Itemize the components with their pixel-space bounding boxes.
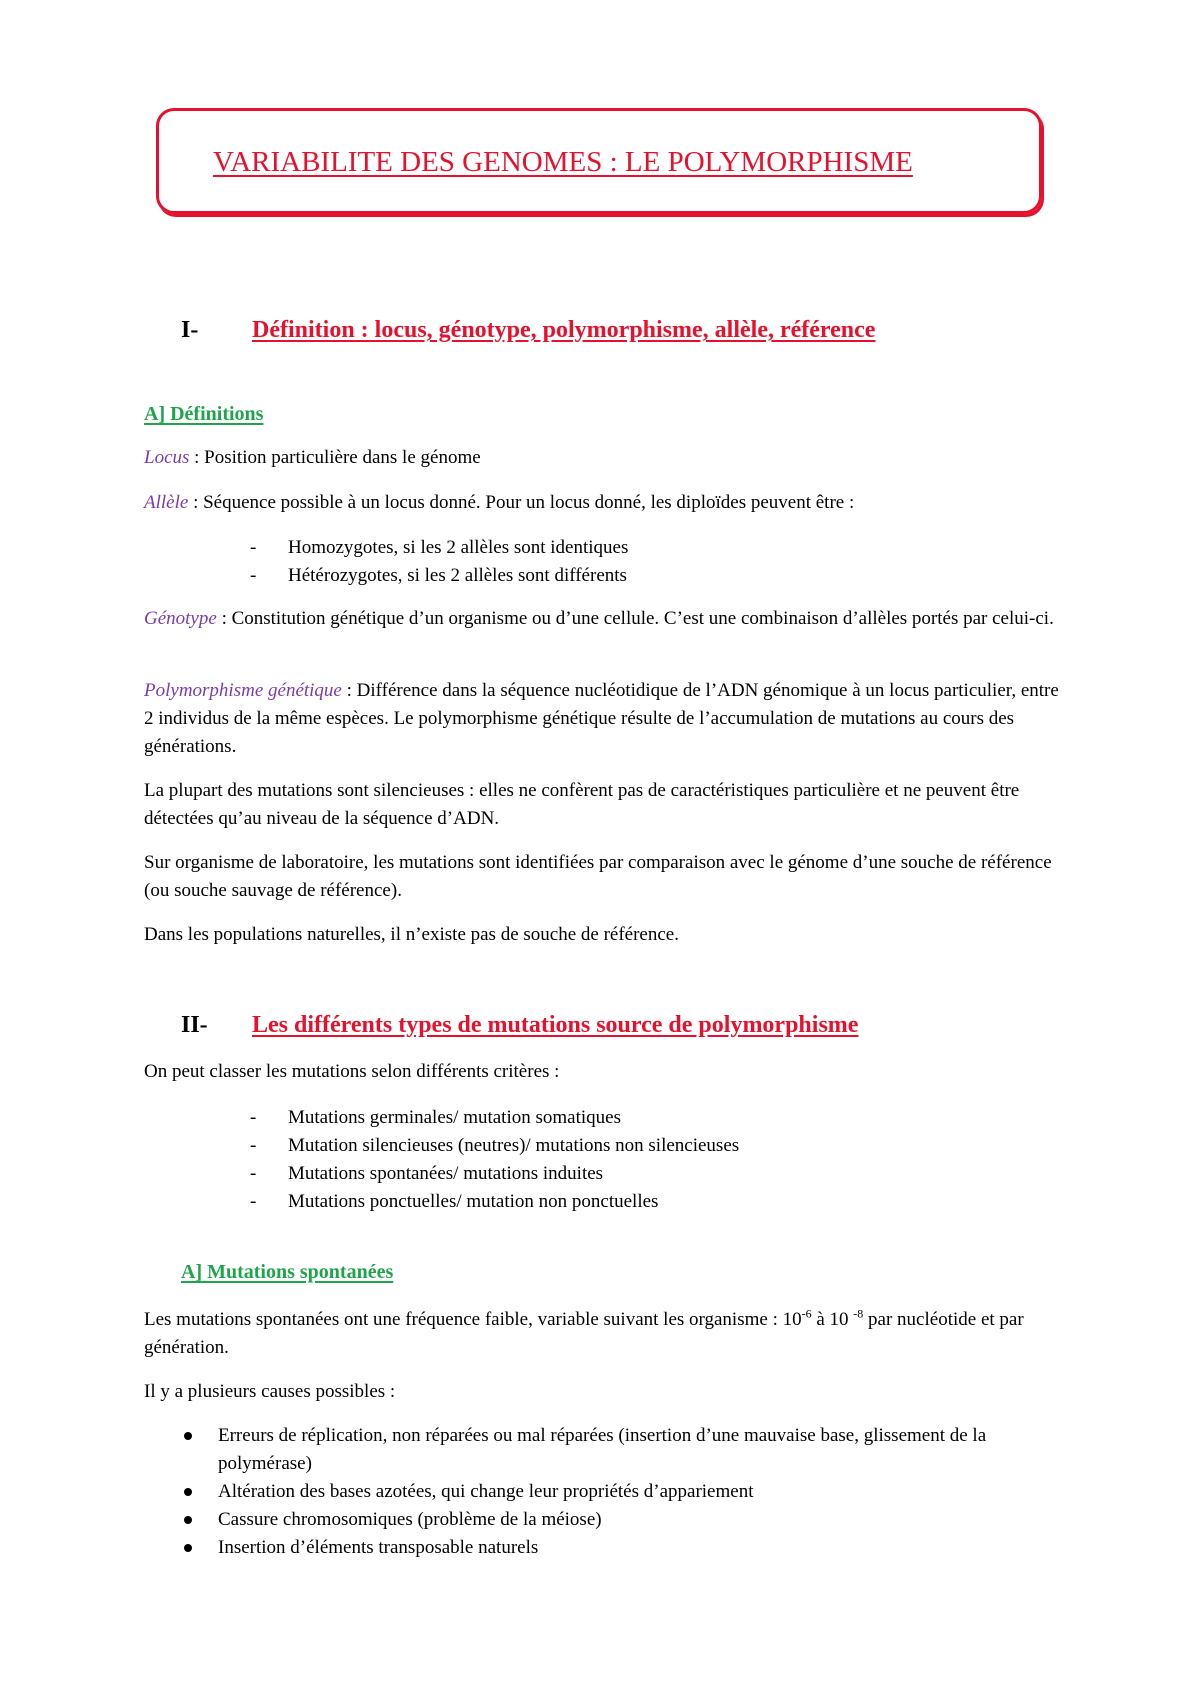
list-item: Altération des bases azotées, qui change leur propriétés d’appariement bbox=[184, 1478, 1004, 1506]
definition-genotype bbox=[144, 605, 1064, 633]
section-1-number: I- bbox=[181, 317, 199, 343]
term-locus: Locus bbox=[144, 447, 190, 468]
allele-types-list bbox=[250, 534, 628, 590]
definition-allele bbox=[144, 489, 1064, 517]
subsection-spontaneous: A] Mutations spontanées bbox=[181, 1261, 394, 1283]
paragraph-frequency: Les mutations spontanées ont une fréquence faible, variable suivant les organisme : $10^{-6}$ à 10 $^{-8}$ par nucléotide et par génération. bbox=[144, 1306, 1024, 1358]
definition-genotype-text: : Constitution génétique d’un organisme ou d’une cellule. C’est une combinaison d’allèles portés par celui-ci. bbox=[216, 608, 1054, 629]
list-item: - Hétérozygotes, si les 2 allèles sont différents bbox=[250, 565, 627, 586]
paragraph-silent-mutations: La plupart des mutations sont silencieuses : elles ne confèrent pas de caractéristiques particulière et ne peuvent être détectées qu’au niveau de la séquence d’ADN. bbox=[144, 780, 1020, 829]
list-item: - Mutations germinales/ mutation somatiques bbox=[250, 1107, 621, 1128]
definition-polymorphisme-text: : Différence dans la séquence nucléotidique de l’ADN génomique à un locus particulier, entre 2 individus de la même espèces. Le polymorphisme génétique résulte de l’accumulation de mutations au cours des générations. bbox=[144, 680, 1059, 757]
term-polymorphisme: Polymorphisme génétique bbox=[144, 680, 342, 701]
paragraph-lab-reference: Sur organisme de laboratoire, les mutations sont identifiées par comparaison avec le génome d’une souche de référence (ou souche sauvage de référence). bbox=[144, 852, 1052, 901]
causes-intro: Il y a plusieurs causes possibles : bbox=[144, 1381, 396, 1402]
list-item: - Mutations spontanées/ mutations induites bbox=[250, 1163, 604, 1184]
bullet-icon bbox=[184, 1516, 192, 1524]
definition-locus bbox=[144, 444, 1064, 472]
criteria-list bbox=[250, 1104, 739, 1216]
criteria-intro: On peut classer les mutations selon différents critères : bbox=[144, 1061, 560, 1082]
causes-list bbox=[184, 1422, 1004, 1562]
definition-locus-text: : Position particulière dans le génome bbox=[189, 447, 481, 468]
term-genotype: Génotype bbox=[144, 608, 217, 629]
document-title: VARIABILITE DES GENOMES : LE POLYMORPHISME bbox=[213, 146, 913, 178]
definition-polymorphisme bbox=[144, 677, 1064, 761]
subsection-definitions: A] Définitions bbox=[144, 403, 264, 425]
list-item: Insertion d’éléments transposable naturels bbox=[184, 1534, 1004, 1562]
bullet-icon bbox=[184, 1488, 192, 1496]
term-allele: Allèle bbox=[144, 492, 189, 513]
list-item: Erreurs de réplication, non réparées ou mal réparées (insertion d’une mauvaise base, glissement de la polymérase) bbox=[184, 1422, 1004, 1478]
paragraph-natural-populations: Dans les populations naturelles, il n’existe pas de souche de référence. bbox=[144, 924, 679, 945]
section-2-title: Les différents types de mutations source de polymorphisme bbox=[252, 1012, 859, 1038]
bullet-icon bbox=[184, 1432, 192, 1440]
bullet-icon bbox=[184, 1544, 192, 1552]
section-1-title: Définition : locus, génotype, polymorphisme, allèle, référence bbox=[252, 317, 876, 343]
list-item: - Homozygotes, si les 2 allèles sont identiques bbox=[250, 537, 629, 558]
list-item: - Mutation silencieuses (neutres)/ mutations non silencieuses bbox=[250, 1135, 740, 1156]
section-2-number: II- bbox=[181, 1012, 208, 1038]
list-item: - Mutations ponctuelles/ mutation non ponctuelles bbox=[250, 1191, 659, 1212]
list-item: Cassure chromosomiques (problème de la méiose) bbox=[184, 1506, 1004, 1534]
definition-allele-text: : Séquence possible à un locus donné. Pour un locus donné, les diploïdes peuvent être : bbox=[188, 492, 855, 513]
